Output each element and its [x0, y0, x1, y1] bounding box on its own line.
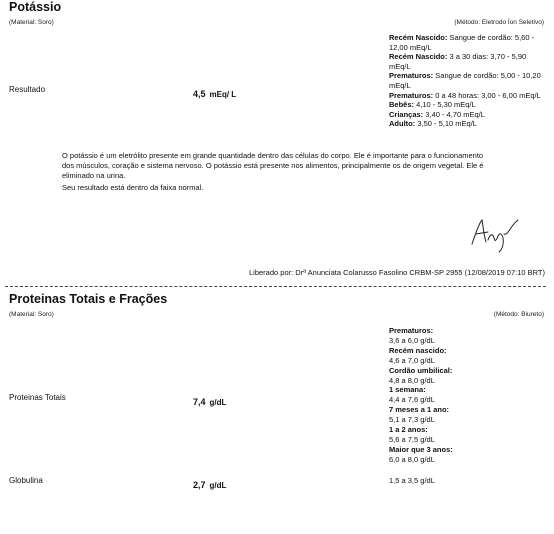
potassio-result-label: Resultado: [9, 85, 46, 94]
reference-item: Prematuros: 0 a 48 horas: 3,00 - 6,00 mEq/L: [389, 90, 541, 100]
reference-item: Cordão umbilical: 4,8 a 8,0 g/dL: [389, 365, 453, 385]
potassio-value: 4,5: [193, 89, 206, 99]
reference-item: Prematuros: 3,6 a 6,0 g/dL: [389, 326, 435, 345]
potassio-reference-list: [389, 33, 545, 129]
potassio-description: O potássio é um eletrólito presente em grande quantidade dentro das células do corpo. Ele é importante para o funcionamento dos músculos, coração e sistema nervoso. O potássio está presente nos alimentos, principalmente os de origem vegetal. Ele é eliminado na urina.: [62, 151, 484, 180]
reference-item: Prematuros: Sangue de cordão: 5,00 - 10,20 mEq/L: [389, 71, 541, 90]
proteinas-totais-unit: g/dL: [209, 398, 227, 407]
potassio-normal-note: Seu resultado está dentro da faixa normal.: [62, 183, 204, 192]
potassio-result: [193, 84, 236, 102]
proteinas-reference-list: [389, 326, 545, 465]
potassio-material: (Material: Soro): [9, 19, 54, 26]
reference-item: 7 meses a 1 ano: 5,1 a 7,3 g/dL: [389, 405, 450, 425]
reference-item: Adulto: 3,50 - 5,10 mEq/L: [389, 119, 477, 129]
reference-item: 1 semana: 4,4 a 7,6 g/dL: [389, 385, 435, 405]
reference-item: 1 a 2 anos: 5,6 a 7,5 g/dL: [389, 425, 435, 444]
reference-item: Recém nascido: 4,6 a 7,0 g/dL: [389, 345, 447, 365]
proteinas-totais-result: [193, 392, 226, 410]
section-divider: [5, 286, 546, 287]
globulina-label: Globulina: [9, 476, 43, 485]
proteinas-title: Proteinas Totais e Frações: [9, 292, 168, 306]
proteinas-method: (Método: Biureto): [493, 311, 544, 318]
proteinas-totais-label: Proteinas Totais: [9, 393, 66, 402]
released-by: Liberado por: Drª Anunciata Colarusso Fasolino CRBM-SP 2955 (12/08/2019 07:10 BRT): [249, 268, 545, 277]
reference-item: Recém Nascido: Sangue de cordão: 5,60 - 12,00 mEq/L: [389, 33, 535, 52]
potassio-method: (Método: Eletrodo Íon Seletivo): [454, 19, 544, 26]
reference-item: Recém Nascido: 3 a 30 dias: 3,70 - 5,90 mEq/L: [389, 52, 527, 71]
globulina-reference: 1,5 a 3,5 g/dL: [389, 476, 435, 485]
potassio-unit: mEq/ L: [209, 90, 237, 99]
reference-item: Maior que 3 anos: 6,0 a 8,0 g/dL: [389, 444, 453, 464]
proteinas-totais-value: 7,4: [193, 397, 206, 407]
globulina-result: [193, 475, 226, 493]
reference-item: Crianças: 3,40 - 4,70 mEq/L: [389, 109, 485, 119]
globulina-value: 2,7: [193, 480, 206, 490]
signature-image: [466, 214, 526, 254]
proteinas-material: (Material: Soro): [9, 311, 54, 318]
globulina-unit: g/dL: [209, 481, 227, 490]
potassio-title: Potássio: [9, 0, 62, 14]
reference-item: Bebês: 4,10 - 5,30 mEq/L: [389, 100, 476, 110]
